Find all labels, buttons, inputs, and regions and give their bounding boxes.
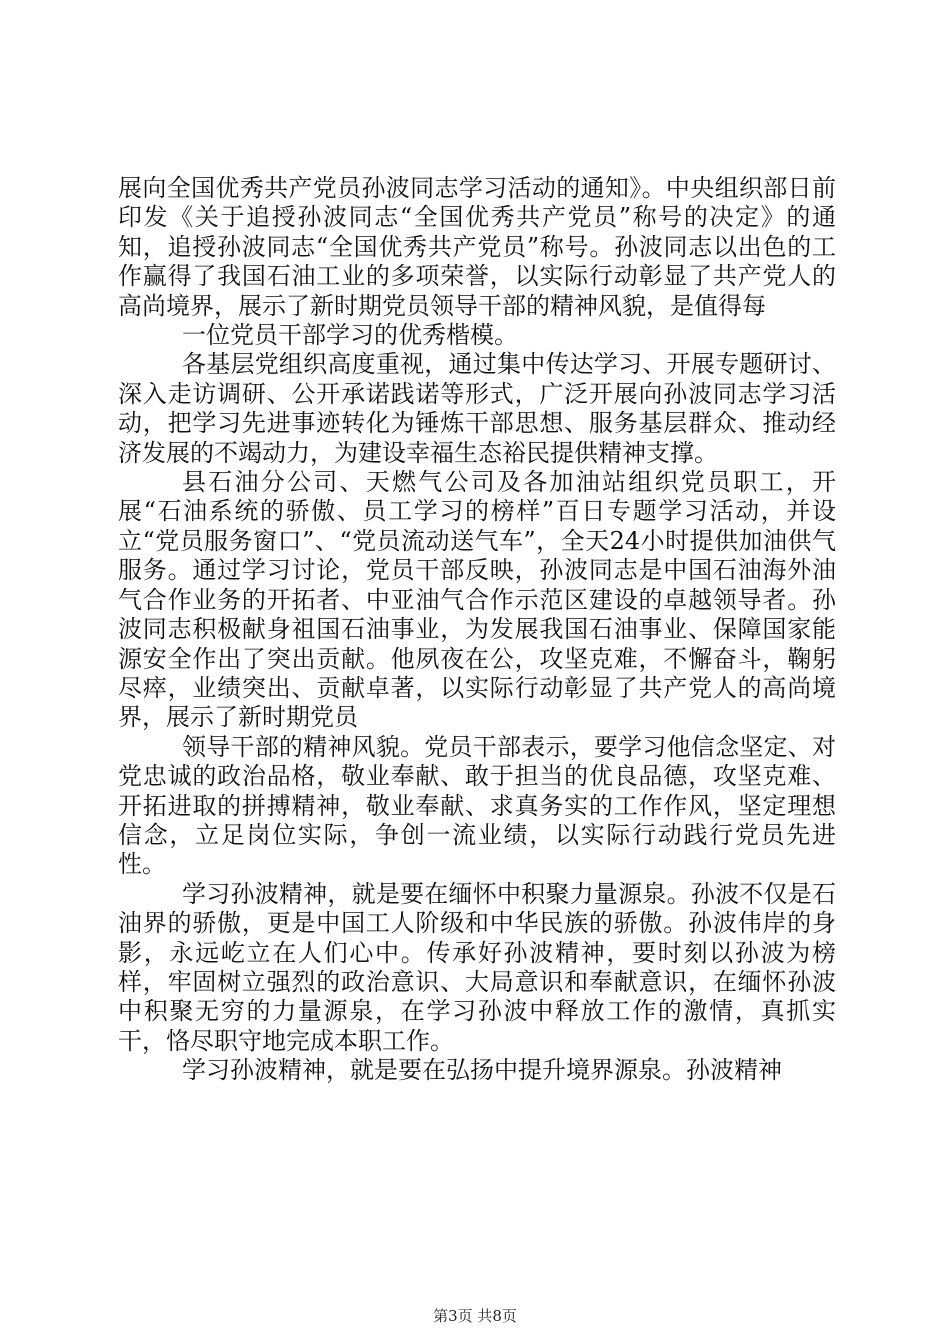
- paragraph-7: 学习孙波精神，就是要在弘扬中提升境界源泉。孙波精神: [182, 1056, 782, 1085]
- paragraph-3: 各基层党组织高度重视，通过集中传达学习、开展专题研讨、深入走访调研、公开承诺践诺等形式，广泛开展向孙波同志学习活动，把学习先进事迹转化为锤炼干部思想、服务基层群众、推动经济发展的不竭动力，为建设幸福生态裕民提供精神支撑。: [118, 350, 836, 467]
- document-body: [118, 174, 836, 1086]
- paragraph-2: 一位党员干部学习的优秀楷模。: [182, 321, 518, 350]
- page-number-footer: 第3页 共8页: [433, 1307, 517, 1325]
- paragraph-6: 学习孙波精神，就是要在缅怀中积聚力量源泉。孙波不仅是石油界的骄傲，更是中国工人阶级和中华民族的骄傲。孙波伟岸的身影，永远屹立在人们心中。传承好孙波精神，要时刻以孙波为榜样，牢固树立强烈的政治意识、大局意识和奉献意识，在缅怀孙波中积聚无穷的力量源泉，在学习孙波中释放工作的激情，真抓实干，恪尽职守地完成本职工作。: [118, 879, 836, 1055]
- paragraph-1: 展向全国优秀共产党员孙波同志学习活动的通知》。中央组织部日前印发《关于追授孙波同志“全国优秀共产党员”称号的决定》的通知，追授孙波同志“全国优秀共产党员”称号。孙波同志以出色的工作赢得了我国石油工业的多项荣誉，以实际行动彰显了共产党人的高尚境界，展示了新时期党员领导干部的精神风貌，是值得每: [118, 174, 836, 320]
- paragraph-5: 领导干部的精神风貌。党员干部表示，要学习他信念坚定、对党忠诚的政治品格，敬业奉献、敢于担当的优良品德，攻坚克难、开拓进取的拼搏精神，敬业奉献、求真务实的工作作风，坚定理想信念，立足岗位实际，争创一流业绩，以实际行动践行党员先进性。: [118, 732, 836, 879]
- paragraph-4: 县石油分公司、天燃气公司及各加油站组织党员职工，开展“石油系统的骄傲、员工学习的榜样”百日专题学习活动，并设立“党员服务窗口”、“党员流动送气车”，全天24小时提供加油供气服务。通过学习讨论，党员干部反映，孙波同志是中国石油海外油气合作业务的开拓者、中亚油气合作示范区建设的卓越领导者。孙波同志积极献身祖国石油事业，为发展我国石油事业、保障国家能源安全作出了突出贡献。他夙夜在公，攻坚克难，不懈奋斗，鞠躬尽瘁，业绩突出、贡献卓著，以实际行动彰显了共产党人的高尚境界，展示了新时期党员: [118, 468, 836, 732]
